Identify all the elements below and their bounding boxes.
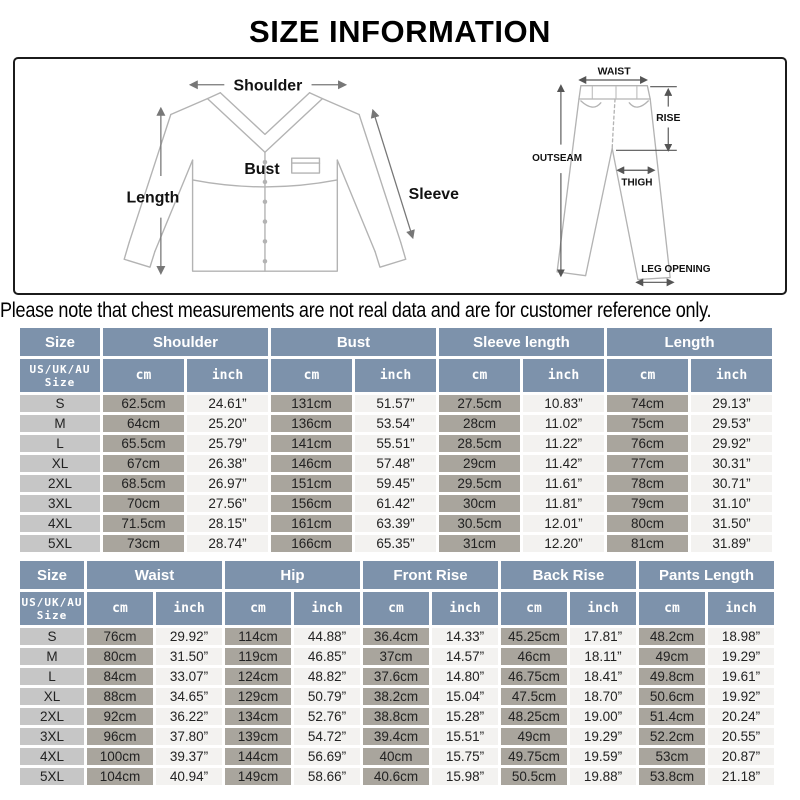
value-cell: 30.31” (691, 455, 772, 472)
value-cell: 156cm (271, 495, 352, 512)
table-subheader-row (20, 359, 772, 392)
value-cell: 18.70” (570, 688, 636, 705)
value-cell: 28.74” (187, 535, 268, 552)
size-cell: 4XL (20, 515, 100, 532)
value-cell: 29.5cm (439, 475, 520, 492)
unit-header: inch (355, 359, 436, 392)
value-cell: 19.61” (708, 668, 774, 685)
value-cell: 55.51” (355, 435, 436, 452)
value-cell: 129cm (225, 688, 291, 705)
size-subheader: US/UK/AU Size (20, 592, 84, 625)
unit-header: inch (708, 592, 774, 625)
value-cell: 166cm (271, 535, 352, 552)
table-row (20, 688, 774, 705)
value-cell: 88cm (87, 688, 153, 705)
table-header-row (20, 328, 772, 356)
value-cell: 131cm (271, 395, 352, 412)
shirt-bust-label: Bust (244, 161, 280, 179)
shirt-sleeve-label: Sleeve (408, 185, 459, 203)
value-cell: 74cm (607, 395, 688, 412)
value-cell: 29.53” (691, 415, 772, 432)
value-cell: 134cm (225, 708, 291, 725)
unit-header: inch (432, 592, 498, 625)
value-cell: 48.2cm (639, 628, 705, 645)
unit-header: cm (225, 592, 291, 625)
table-row (20, 415, 772, 432)
value-cell: 10.83” (523, 395, 604, 412)
value-cell: 80cm (607, 515, 688, 532)
value-cell: 54.72” (294, 728, 360, 745)
table-row (20, 768, 774, 785)
value-cell: 67cm (103, 455, 184, 472)
value-cell: 139cm (225, 728, 291, 745)
value-cell: 33.07” (156, 668, 222, 685)
value-cell: 59.45” (355, 475, 436, 492)
value-cell: 37.6cm (363, 668, 429, 685)
value-cell: 15.75” (432, 748, 498, 765)
table-row (20, 668, 774, 685)
table-row (20, 628, 774, 645)
value-cell: 27.56” (187, 495, 268, 512)
size-cell: 3XL (20, 728, 84, 745)
column-header: Pants Length (639, 561, 774, 589)
table-row (20, 728, 774, 745)
value-cell: 51.4cm (639, 708, 705, 725)
value-cell: 79cm (607, 495, 688, 512)
shirt-length-label: Length (126, 189, 180, 207)
table-row (20, 475, 772, 492)
value-cell: 45.25cm (501, 628, 567, 645)
value-cell: 40.94” (156, 768, 222, 785)
size-column-header: Size (20, 328, 100, 356)
unit-header: cm (271, 359, 352, 392)
value-cell: 28.15” (187, 515, 268, 532)
shirt-measure-arrows-icon (161, 85, 413, 273)
value-cell: 15.98” (432, 768, 498, 785)
column-header: Front Rise (363, 561, 498, 589)
unit-header: cm (87, 592, 153, 625)
pants-diagram-icon (470, 61, 800, 289)
unit-header: inch (523, 359, 604, 392)
value-cell: 19.92” (708, 688, 774, 705)
value-cell: 100cm (87, 748, 153, 765)
value-cell: 49.75cm (501, 748, 567, 765)
table-row (20, 708, 774, 725)
value-cell: 29.13” (691, 395, 772, 412)
value-cell: 39.4cm (363, 728, 429, 745)
column-header: Hip (225, 561, 360, 589)
value-cell: 20.24” (708, 708, 774, 725)
unit-header: inch (294, 592, 360, 625)
value-cell: 38.8cm (363, 708, 429, 725)
size-tables (17, 325, 800, 788)
value-cell: 84cm (87, 668, 153, 685)
unit-header: inch (187, 359, 268, 392)
value-cell: 65.35” (355, 535, 436, 552)
pants-waist-label: WAIST (597, 66, 631, 78)
value-cell: 77cm (607, 455, 688, 472)
value-cell: 31.10” (691, 495, 772, 512)
value-cell: 11.81” (523, 495, 604, 512)
value-cell: 50.6cm (639, 688, 705, 705)
value-cell: 28cm (439, 415, 520, 432)
value-cell: 75cm (607, 415, 688, 432)
value-cell: 68.5cm (103, 475, 184, 492)
value-cell: 25.20” (187, 415, 268, 432)
value-cell: 36.22” (156, 708, 222, 725)
shirt-diagram-icon (50, 61, 470, 289)
value-cell: 52.2cm (639, 728, 705, 745)
value-cell: 78cm (607, 475, 688, 492)
value-cell: 18.98” (708, 628, 774, 645)
column-header: Waist (87, 561, 222, 589)
value-cell: 15.51” (432, 728, 498, 745)
value-cell: 11.42” (523, 455, 604, 472)
value-cell: 29cm (439, 455, 520, 472)
size-cell: XL (20, 455, 100, 472)
size-cell: S (20, 395, 100, 412)
value-cell: 19.29” (708, 648, 774, 665)
measurement-diagram-panel (13, 57, 787, 295)
pants-thigh-label: THIGH (621, 177, 653, 189)
value-cell: 61.42” (355, 495, 436, 512)
table-row (20, 535, 772, 552)
value-cell: 31cm (439, 535, 520, 552)
value-cell: 30.5cm (439, 515, 520, 532)
value-cell: 92cm (87, 708, 153, 725)
value-cell: 76cm (87, 628, 153, 645)
value-cell: 144cm (225, 748, 291, 765)
table-row (20, 495, 772, 512)
value-cell: 19.00” (570, 708, 636, 725)
unit-header: cm (439, 359, 520, 392)
value-cell: 30cm (439, 495, 520, 512)
size-cell: 2XL (20, 475, 100, 492)
value-cell: 146cm (271, 455, 352, 472)
unit-header: cm (607, 359, 688, 392)
value-cell: 63.39” (355, 515, 436, 532)
value-cell: 26.38” (187, 455, 268, 472)
value-cell: 46.85” (294, 648, 360, 665)
value-cell: 141cm (271, 435, 352, 452)
value-cell: 37cm (363, 648, 429, 665)
value-cell: 44.88” (294, 628, 360, 645)
page-title: SIZE INFORMATION (249, 14, 551, 49)
value-cell: 50.5cm (501, 768, 567, 785)
value-cell: 28.5cm (439, 435, 520, 452)
table-row (20, 455, 772, 472)
value-cell: 12.01” (523, 515, 604, 532)
value-cell: 151cm (271, 475, 352, 492)
value-cell: 46.75cm (501, 668, 567, 685)
unit-header: inch (570, 592, 636, 625)
value-cell: 14.80” (432, 668, 498, 685)
value-cell: 30.71” (691, 475, 772, 492)
value-cell: 11.61” (523, 475, 604, 492)
value-cell: 40cm (363, 748, 429, 765)
value-cell: 53.54” (355, 415, 436, 432)
note-line (0, 297, 800, 324)
value-cell: 34.65” (156, 688, 222, 705)
table-row (20, 395, 772, 412)
value-cell: 14.33” (432, 628, 498, 645)
value-cell: 49.8cm (639, 668, 705, 685)
size-cell: M (20, 415, 100, 432)
value-cell: 62.5cm (103, 395, 184, 412)
table-row (20, 435, 772, 452)
value-cell: 17.81” (570, 628, 636, 645)
pants-outseam-label: OUTSEAM (532, 152, 583, 164)
size-cell: XL (20, 688, 84, 705)
table-header-row (20, 561, 774, 589)
value-cell: 36.4cm (363, 628, 429, 645)
column-header: Length (607, 328, 772, 356)
value-cell: 20.55” (708, 728, 774, 745)
unit-header: cm (639, 592, 705, 625)
value-cell: 76cm (607, 435, 688, 452)
value-cell: 124cm (225, 668, 291, 685)
value-cell: 14.57” (432, 648, 498, 665)
note-text: Please note that chest measurements are not real data and are for customer reference only. (0, 299, 712, 322)
value-cell: 29.92” (156, 628, 222, 645)
value-cell: 64cm (103, 415, 184, 432)
value-cell: 71.5cm (103, 515, 184, 532)
value-cell: 38.2cm (363, 688, 429, 705)
value-cell: 51.57” (355, 395, 436, 412)
unit-header: inch (156, 592, 222, 625)
table-row (20, 748, 774, 765)
size-cell: 2XL (20, 708, 84, 725)
value-cell: 31.50” (691, 515, 772, 532)
value-cell: 104cm (87, 768, 153, 785)
table-subheader-row (20, 592, 774, 625)
column-header: Sleeve length (439, 328, 604, 356)
column-header: Back Rise (501, 561, 636, 589)
value-cell: 81cm (607, 535, 688, 552)
value-cell: 15.28” (432, 708, 498, 725)
size-column-header: Size (20, 561, 84, 589)
value-cell: 11.02” (523, 415, 604, 432)
value-cell: 50.79” (294, 688, 360, 705)
value-cell: 24.61” (187, 395, 268, 412)
value-cell: 65.5cm (103, 435, 184, 452)
size-subheader: US/UK/AU Size (20, 359, 100, 392)
pants-leg-opening-label: LEG OPENING (641, 263, 711, 275)
value-cell: 49cm (501, 728, 567, 745)
value-cell: 52.76” (294, 708, 360, 725)
size-cell: L (20, 435, 100, 452)
value-cell: 57.48” (355, 455, 436, 472)
value-cell: 47.5cm (501, 688, 567, 705)
value-cell: 25.79” (187, 435, 268, 452)
value-cell: 37.80” (156, 728, 222, 745)
value-cell: 56.69” (294, 748, 360, 765)
value-cell: 26.97” (187, 475, 268, 492)
value-cell: 70cm (103, 495, 184, 512)
value-cell: 19.88” (570, 768, 636, 785)
shirt-shoulder-label: Shoulder (233, 77, 303, 95)
value-cell: 114cm (225, 628, 291, 645)
unit-header: cm (103, 359, 184, 392)
value-cell: 27.5cm (439, 395, 520, 412)
unit-header: inch (691, 359, 772, 392)
unit-header: cm (501, 592, 567, 625)
column-header: Shoulder (103, 328, 268, 356)
value-cell: 136cm (271, 415, 352, 432)
value-cell: 19.29” (570, 728, 636, 745)
value-cell: 20.87” (708, 748, 774, 765)
shirt-outline-icon (124, 93, 406, 271)
value-cell: 11.22” (523, 435, 604, 452)
value-cell: 58.66” (294, 768, 360, 785)
size-cell: L (20, 668, 84, 685)
value-cell: 15.04” (432, 688, 498, 705)
value-cell: 39.37” (156, 748, 222, 765)
size-cell: 5XL (20, 535, 100, 552)
size-cell: 5XL (20, 768, 84, 785)
value-cell: 73cm (103, 535, 184, 552)
value-cell: 21.18” (708, 768, 774, 785)
size-cell: S (20, 628, 84, 645)
value-cell: 31.50” (156, 648, 222, 665)
size-cell: 4XL (20, 748, 84, 765)
value-cell: 40.6cm (363, 768, 429, 785)
value-cell: 96cm (87, 728, 153, 745)
value-cell: 53.8cm (639, 768, 705, 785)
value-cell: 19.59” (570, 748, 636, 765)
value-cell: 18.11” (570, 648, 636, 665)
value-cell: 31.89” (691, 535, 772, 552)
value-cell: 48.25cm (501, 708, 567, 725)
value-cell: 49cm (639, 648, 705, 665)
table-row (20, 648, 774, 665)
value-cell: 12.20” (523, 535, 604, 552)
table-row (20, 515, 772, 532)
value-cell: 53cm (639, 748, 705, 765)
value-cell: 18.41” (570, 668, 636, 685)
value-cell: 161cm (271, 515, 352, 532)
value-cell: 149cm (225, 768, 291, 785)
value-cell: 29.92” (691, 435, 772, 452)
value-cell: 80cm (87, 648, 153, 665)
tops-size-table (17, 325, 775, 555)
value-cell: 46cm (501, 648, 567, 665)
unit-header: cm (363, 592, 429, 625)
size-cell: 3XL (20, 495, 100, 512)
pants-rise-label: RISE (656, 112, 681, 124)
pants-outline-icon (557, 86, 670, 280)
value-cell: 119cm (225, 648, 291, 665)
size-cell: M (20, 648, 84, 665)
pants-size-table (17, 558, 777, 788)
column-header: Bust (271, 328, 436, 356)
value-cell: 48.82” (294, 668, 360, 685)
